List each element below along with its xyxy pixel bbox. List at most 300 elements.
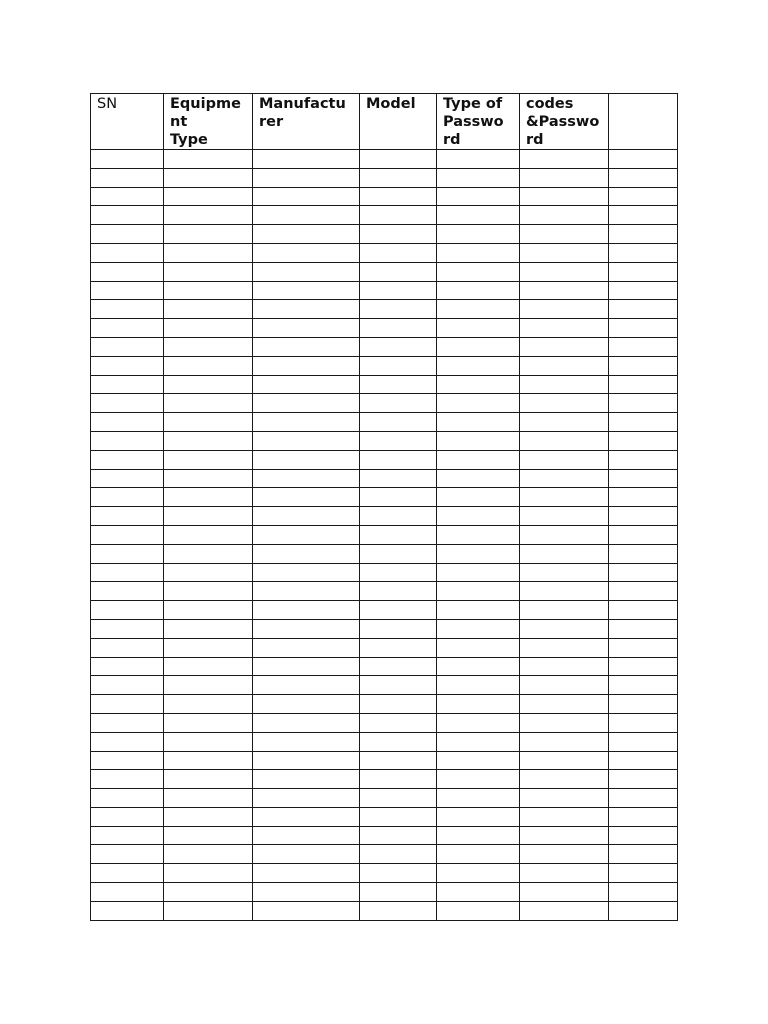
- table-row: [91, 243, 678, 262]
- table-row: [91, 394, 678, 413]
- table-cell: [609, 187, 678, 206]
- table-cell: [520, 751, 609, 770]
- table-cell: [91, 337, 164, 356]
- table-cell: [91, 206, 164, 225]
- table-row: [91, 488, 678, 507]
- header-label-manufacturer: Manufactu rer: [259, 96, 346, 130]
- table-cell: [609, 544, 678, 563]
- table-cell: [91, 525, 164, 544]
- table-cell: [360, 243, 437, 262]
- table-cell: [437, 206, 520, 225]
- table-cell: [360, 337, 437, 356]
- table-cell: [164, 356, 253, 375]
- table-cell: [360, 206, 437, 225]
- table-cell: [360, 544, 437, 563]
- table-cell: [164, 751, 253, 770]
- table-cell: [437, 262, 520, 281]
- table-cell: [360, 864, 437, 883]
- table-cell: [164, 657, 253, 676]
- table-cell: [253, 507, 360, 526]
- table-row: [91, 300, 678, 319]
- table-cell: [520, 638, 609, 657]
- table-cell: [609, 450, 678, 469]
- table-cell: [253, 901, 360, 920]
- table-cell: [360, 413, 437, 432]
- table-cell: [91, 413, 164, 432]
- table-cell: [520, 356, 609, 375]
- table-cell: [609, 864, 678, 883]
- table-cell: [253, 619, 360, 638]
- table-cell: [253, 883, 360, 902]
- table-cell: [609, 676, 678, 695]
- table-cell: [91, 619, 164, 638]
- table-cell: [609, 507, 678, 526]
- table-cell: [360, 732, 437, 751]
- table-cell: [91, 262, 164, 281]
- table-cell: [253, 150, 360, 169]
- table-cell: [609, 883, 678, 902]
- table-cell: [253, 826, 360, 845]
- table-cell: [360, 770, 437, 789]
- table-cell: [253, 469, 360, 488]
- table-cell: [164, 582, 253, 601]
- table-row: [91, 695, 678, 714]
- table-cell: [253, 450, 360, 469]
- table-cell: [164, 225, 253, 244]
- table-cell: [91, 864, 164, 883]
- table-cell: [164, 319, 253, 338]
- table-cell: [164, 431, 253, 450]
- table-cell: [164, 507, 253, 526]
- table-cell: [437, 864, 520, 883]
- table-cell: [437, 319, 520, 338]
- table-cell: [91, 582, 164, 601]
- table-cell: [437, 225, 520, 244]
- table-cell: [253, 544, 360, 563]
- table-cell: [609, 356, 678, 375]
- table-cell: [609, 619, 678, 638]
- table-row: [91, 168, 678, 187]
- table-row: [91, 356, 678, 375]
- table-cell: [253, 525, 360, 544]
- table-cell: [360, 488, 437, 507]
- table-cell: [253, 563, 360, 582]
- table-cell: [253, 168, 360, 187]
- table-cell: [520, 150, 609, 169]
- table-cell: [91, 375, 164, 394]
- table-cell: [437, 243, 520, 262]
- table-cell: [437, 695, 520, 714]
- table-cell: [253, 206, 360, 225]
- table-cell: [520, 281, 609, 300]
- header-label-model: Model: [366, 96, 416, 112]
- table-cell: [437, 150, 520, 169]
- table-cell: [164, 713, 253, 732]
- header-row: [91, 94, 678, 150]
- table-cell: [437, 826, 520, 845]
- table-cell: [609, 657, 678, 676]
- table-cell: [164, 337, 253, 356]
- table-cell: [520, 695, 609, 714]
- table-cell: [91, 695, 164, 714]
- table-cell: [164, 901, 253, 920]
- table-cell: [609, 206, 678, 225]
- table-cell: [520, 845, 609, 864]
- table-cell: [520, 826, 609, 845]
- table-cell: [91, 319, 164, 338]
- table-cell: [164, 563, 253, 582]
- table-cell: [164, 619, 253, 638]
- table-cell: [437, 713, 520, 732]
- table-cell: [253, 601, 360, 620]
- header-cell-equipment-type: [164, 94, 253, 150]
- table-row: [91, 563, 678, 582]
- table-cell: [520, 206, 609, 225]
- table-cell: [609, 262, 678, 281]
- table-row: [91, 789, 678, 808]
- header-label-sn: SN: [97, 96, 118, 112]
- table-row: [91, 883, 678, 902]
- table-cell: [437, 619, 520, 638]
- table-cell: [360, 901, 437, 920]
- table-cell: [520, 168, 609, 187]
- table-cell: [253, 751, 360, 770]
- table-body: [91, 150, 678, 921]
- table-cell: [520, 563, 609, 582]
- table-row: [91, 770, 678, 789]
- table-cell: [609, 732, 678, 751]
- table-cell: [253, 375, 360, 394]
- table-cell: [360, 507, 437, 526]
- table-row: [91, 337, 678, 356]
- table-cell: [91, 150, 164, 169]
- table-cell: [609, 807, 678, 826]
- table-cell: [520, 394, 609, 413]
- table-cell: [91, 300, 164, 319]
- table-cell: [253, 394, 360, 413]
- header-cell-sn: [91, 94, 164, 150]
- table-cell: [164, 394, 253, 413]
- table-cell: [91, 883, 164, 902]
- header-cell-manufacturer: [253, 94, 360, 150]
- table-row: [91, 187, 678, 206]
- table-cell: [91, 507, 164, 526]
- table-cell: [437, 751, 520, 770]
- table-cell: [609, 319, 678, 338]
- table-cell: [437, 544, 520, 563]
- table-cell: [437, 450, 520, 469]
- table-cell: [520, 619, 609, 638]
- table-cell: [437, 732, 520, 751]
- table-cell: [91, 563, 164, 582]
- table-cell: [609, 582, 678, 601]
- table-cell: [91, 243, 164, 262]
- table-cell: [253, 337, 360, 356]
- table-cell: [520, 300, 609, 319]
- table-cell: [91, 187, 164, 206]
- table-cell: [360, 807, 437, 826]
- table-row: [91, 413, 678, 432]
- table-cell: [253, 732, 360, 751]
- table-row: [91, 657, 678, 676]
- table-cell: [437, 469, 520, 488]
- table-cell: [164, 525, 253, 544]
- table-cell: [609, 413, 678, 432]
- table-cell: [609, 431, 678, 450]
- table-cell: [253, 770, 360, 789]
- table-cell: [437, 488, 520, 507]
- table-cell: [253, 638, 360, 657]
- table-cell: [253, 488, 360, 507]
- table-row: [91, 845, 678, 864]
- table-cell: [253, 864, 360, 883]
- table-cell: [437, 807, 520, 826]
- header-label-equipment-type: Equipme nt Type: [170, 96, 241, 148]
- header-label-codes-password: codes &Passwo rd: [526, 96, 600, 148]
- table-cell: [360, 676, 437, 695]
- table-cell: [520, 431, 609, 450]
- table-cell: [91, 901, 164, 920]
- table-cell: [360, 601, 437, 620]
- table-cell: [520, 337, 609, 356]
- table-row: [91, 901, 678, 920]
- table-cell: [609, 525, 678, 544]
- table-cell: [91, 676, 164, 695]
- table-cell: [437, 676, 520, 695]
- table-cell: [520, 676, 609, 695]
- table-cell: [520, 601, 609, 620]
- password-inventory-table: [90, 93, 678, 921]
- table-cell: [360, 262, 437, 281]
- table-cell: [253, 713, 360, 732]
- table-cell: [91, 789, 164, 808]
- table-cell: [360, 300, 437, 319]
- table-cell: [91, 544, 164, 563]
- table-row: [91, 262, 678, 281]
- table-cell: [164, 695, 253, 714]
- table-row: [91, 431, 678, 450]
- table-cell: [253, 281, 360, 300]
- table-row: [91, 864, 678, 883]
- table-cell: [609, 901, 678, 920]
- table-cell: [520, 883, 609, 902]
- table-cell: [253, 356, 360, 375]
- table-cell: [91, 770, 164, 789]
- table-cell: [609, 225, 678, 244]
- table-cell: [360, 225, 437, 244]
- table-cell: [360, 150, 437, 169]
- table-cell: [609, 713, 678, 732]
- table-row: [91, 638, 678, 657]
- table-cell: [91, 225, 164, 244]
- table-cell: [360, 450, 437, 469]
- table-cell: [609, 845, 678, 864]
- table-cell: [91, 732, 164, 751]
- table-cell: [609, 770, 678, 789]
- table-cell: [437, 300, 520, 319]
- table-row: [91, 225, 678, 244]
- table-cell: [360, 845, 437, 864]
- table-cell: [609, 826, 678, 845]
- table-row: [91, 281, 678, 300]
- table-cell: [520, 187, 609, 206]
- table-cell: [520, 450, 609, 469]
- table-cell: [91, 657, 164, 676]
- table-cell: [164, 300, 253, 319]
- table-cell: [437, 375, 520, 394]
- table-cell: [520, 413, 609, 432]
- table-row: [91, 732, 678, 751]
- table-cell: [253, 657, 360, 676]
- table-cell: [520, 901, 609, 920]
- table-row: [91, 619, 678, 638]
- table-cell: [609, 337, 678, 356]
- table-cell: [253, 695, 360, 714]
- table-cell: [437, 883, 520, 902]
- table-cell: [360, 713, 437, 732]
- table-cell: [164, 732, 253, 751]
- table-cell: [609, 751, 678, 770]
- table-cell: [520, 582, 609, 601]
- header-cell-blank: [609, 94, 678, 150]
- table-cell: [609, 638, 678, 657]
- table-cell: [164, 488, 253, 507]
- table-row: [91, 544, 678, 563]
- table-cell: [360, 394, 437, 413]
- table-cell: [91, 638, 164, 657]
- table-cell: [164, 789, 253, 808]
- table-row: [91, 826, 678, 845]
- table-cell: [520, 262, 609, 281]
- table-cell: [360, 375, 437, 394]
- table-row: [91, 150, 678, 169]
- header-cell-codes-password: [520, 94, 609, 150]
- table-cell: [360, 619, 437, 638]
- table-cell: [253, 676, 360, 695]
- table-cell: [437, 789, 520, 808]
- table-cell: [609, 300, 678, 319]
- table-cell: [91, 469, 164, 488]
- table-cell: [437, 638, 520, 657]
- table-cell: [520, 375, 609, 394]
- table-cell: [609, 281, 678, 300]
- table-row: [91, 525, 678, 544]
- table-cell: [437, 413, 520, 432]
- table-cell: [253, 431, 360, 450]
- table-row: [91, 676, 678, 695]
- table-cell: [360, 789, 437, 808]
- table-cell: [164, 807, 253, 826]
- table-cell: [164, 883, 253, 902]
- table-cell: [253, 319, 360, 338]
- table-row: [91, 450, 678, 469]
- table-cell: [164, 262, 253, 281]
- header-cell-type-of-password: [437, 94, 520, 150]
- table-cell: [360, 582, 437, 601]
- table-cell: [253, 582, 360, 601]
- table-cell: [609, 150, 678, 169]
- header-cell-model: [360, 94, 437, 150]
- table-cell: [520, 770, 609, 789]
- table-row: [91, 375, 678, 394]
- table-cell: [91, 281, 164, 300]
- table-cell: [164, 826, 253, 845]
- table-cell: [360, 281, 437, 300]
- table-cell: [520, 225, 609, 244]
- table-cell: [164, 187, 253, 206]
- table-cell: [437, 431, 520, 450]
- table-cell: [609, 394, 678, 413]
- table-cell: [91, 807, 164, 826]
- table-cell: [91, 394, 164, 413]
- table-cell: [253, 225, 360, 244]
- table-cell: [609, 695, 678, 714]
- table-cell: [360, 826, 437, 845]
- table-cell: [253, 243, 360, 262]
- table-cell: [91, 751, 164, 770]
- table-cell: [164, 168, 253, 187]
- table-cell: [253, 845, 360, 864]
- table-cell: [437, 356, 520, 375]
- table-cell: [164, 638, 253, 657]
- table-cell: [253, 413, 360, 432]
- table-cell: [520, 488, 609, 507]
- table-cell: [360, 431, 437, 450]
- table-cell: [520, 713, 609, 732]
- table-cell: [164, 450, 253, 469]
- table-cell: [91, 488, 164, 507]
- table-cell: [164, 243, 253, 262]
- table-cell: [253, 789, 360, 808]
- table-cell: [253, 187, 360, 206]
- table-cell: [164, 375, 253, 394]
- table-cell: [437, 582, 520, 601]
- table-cell: [91, 826, 164, 845]
- table-cell: [520, 657, 609, 676]
- table-row: [91, 319, 678, 338]
- table-cell: [164, 544, 253, 563]
- table-cell: [520, 507, 609, 526]
- table-cell: [360, 469, 437, 488]
- table-cell: [253, 300, 360, 319]
- table-cell: [164, 770, 253, 789]
- table-cell: [437, 507, 520, 526]
- table-cell: [609, 563, 678, 582]
- table-row: [91, 582, 678, 601]
- table-cell: [360, 319, 437, 338]
- table-cell: [164, 206, 253, 225]
- table-cell: [437, 563, 520, 582]
- table-cell: [609, 469, 678, 488]
- table-cell: [164, 413, 253, 432]
- table-cell: [360, 187, 437, 206]
- table-cell: [609, 789, 678, 808]
- table-row: [91, 713, 678, 732]
- table-row: [91, 206, 678, 225]
- table-cell: [360, 356, 437, 375]
- table-cell: [437, 168, 520, 187]
- table-cell: [164, 281, 253, 300]
- table-cell: [609, 488, 678, 507]
- table-cell: [91, 845, 164, 864]
- table-cell: [609, 243, 678, 262]
- table-cell: [609, 168, 678, 187]
- table-cell: [437, 281, 520, 300]
- table-cell: [437, 187, 520, 206]
- table-cell: [91, 450, 164, 469]
- table-cell: [609, 601, 678, 620]
- table-cell: [164, 845, 253, 864]
